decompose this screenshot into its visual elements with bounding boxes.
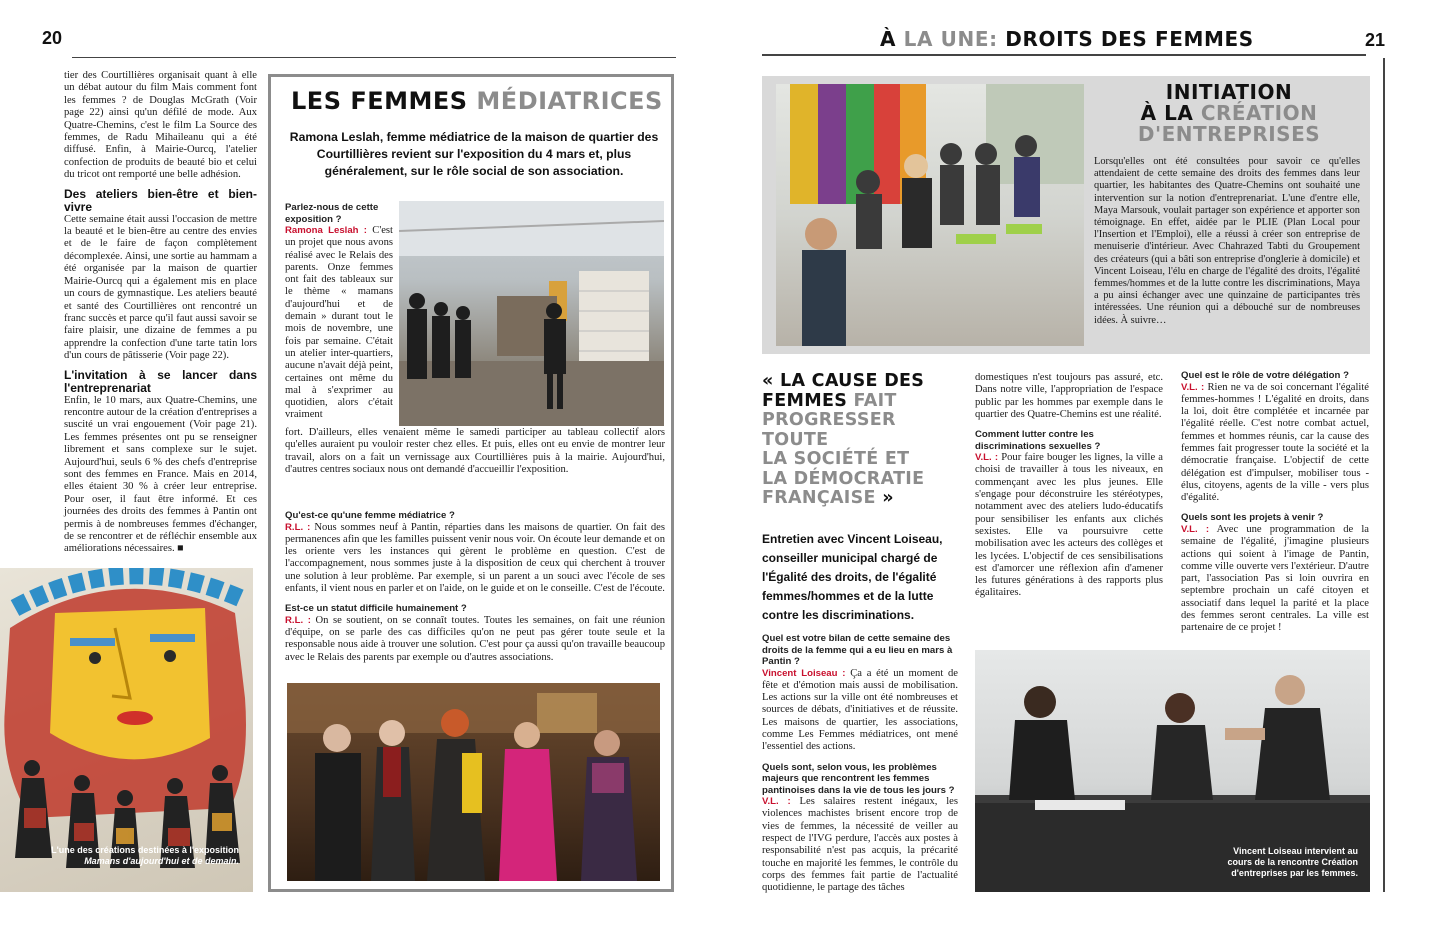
- artwork-photo: [0, 568, 253, 892]
- group-photo: [287, 683, 660, 881]
- header-prefix: À: [880, 27, 897, 51]
- initiation-title-l2a: À LA: [1140, 101, 1194, 125]
- cause-title-l6: LA DÉMOCRATIE: [762, 468, 925, 489]
- meeting-caption-l2-text: cours de la rencontre Création: [1227, 857, 1358, 867]
- cause-a4: [1181, 382, 1369, 505]
- header-rule-left: [72, 57, 676, 58]
- speaker-vincent: Vincent Loiseau :: [762, 667, 846, 679]
- mediatrices-a2-text: Nous sommes neuf à Pantin, réparties dans les maisons de quartier. On fait des permanences afin que les familles puissent venir nous voir. On écoute leur demande et on les oriente vers les instances qui gèrent le problème en question. C'est de l'accompagnement, nous sommes juste à la disposition de ceux qui cherchent à trouver une solution à leur problème. Par exemple, si un parent a un souci avec l'école de ses enfants, il vient nous en parler et on l'aide, on le guide et on le conseille. C'est de l'écoute.: [285, 521, 665, 594]
- cause-a3-text: Pour faire bouger les lignes, la ville a choisi de travailler à tous les niveaux, en commençant avec les plus jeunes. Elle s'engage pour déconstruire les stéréotypes, notamment avec des ateliers ludo-éducatifs pour sensibiliser les enfants aux clichés sexistes. Elle va poursuivre cette mobilisation avec les acteurs des collèges et les lycées. L'objectif de ces sensibilisations est d'amorcer une réflexion afin d'amener les futures générations à des rapports plus égalitaires.: [975, 452, 1163, 599]
- cause-title-l5: LA SOCIÉTÉ ET: [762, 449, 910, 469]
- group-scene: [287, 683, 660, 881]
- header-rule-right: [762, 54, 1366, 56]
- exhibition-scene: [399, 201, 664, 426]
- left-intro: tier des Courtillières organisait quant à elle un débat autour du film Mais comment font les femmes ? de Douglas McGrath (Voir page 22) ainsi qu'un défilé de mode. Aux Quatre-Chemins, c'est le film La Source des femmes, de Radu Mihaileanu qui a été diffusé. Enfin, à Mairie-Ourcq, l'atelier confection de produits de beauté bio et celui du tricot ont remporté une belle adhésion.: [64, 70, 257, 181]
- cause-a5: [1181, 524, 1369, 635]
- cause-lead: Entretien avec Vincent Loiseau, conseiller municipal chargé de l'Égalité des droits, de l'égalité femmes/hommes et de la lutte contre les discriminations.: [762, 532, 943, 622]
- initiation-title: [1094, 82, 1364, 145]
- cause-q5: Quels sont les projets à venir ?: [1181, 512, 1324, 524]
- cause-col2-cont: domestiques n'est toujours pas assuré, etc. Dans notre ville, l'appropriation de l'espace public par les hommes par exemple dans le quartier des Quatre-Chemins est une réalité.: [975, 372, 1163, 420]
- cause-title-l7a: FRANÇAISE: [762, 488, 876, 508]
- meeting-photo: [975, 650, 1370, 892]
- meeting-caption-l2: [1158, 857, 1358, 868]
- artwork-illustration: [0, 568, 253, 892]
- left-heading-1: Des ateliers bien-être et bien-vivre: [64, 186, 257, 214]
- workshop-photo: [776, 84, 1084, 346]
- cause-q2: Quels sont, selon vous, les problèmes majeurs que rencontrent les femmes pantinoises dans la vie de tous les jours ?: [762, 761, 955, 796]
- cause-title-l7b: »: [882, 488, 894, 508]
- mediatrices-q3: Est-ce un statut difficile humainement ?: [285, 603, 467, 615]
- cause-title: [762, 372, 972, 509]
- cause-title-l1: « LA CAUSE DES: [762, 371, 925, 391]
- mediatrices-a1-text: C'est un projet que nous avons réalisé avec le Relais des parents. Onze femmes ont fait des tableaux sur le thème « mamans d'aujourd'hui et de demain » durant tout le mois de novembre, une fois par semaine. C'était un atelier inter-quartiers, aucune n'avait déjà peint, certaines ont même du mal à s'exprimer au quotidien, alors c'était vraiment: [285, 225, 393, 421]
- mediatrices-a1-wide: fort. D'ailleurs, elles venaient même le samedi participer au tableau collectif alors qu'elles auraient pu vouloir rester chez elles. Et puis, elles ont eu envie de montrer leur travail, alors on a fait un vernissage aux Courtillières puis à la mairie. Aujourd'hui, d'autres centres sociaux nous ont demandé d'accueillir l'exposition.: [285, 427, 665, 475]
- workshop-scene: [776, 84, 1084, 346]
- mediatrices-box: [268, 74, 674, 892]
- mediatrices-q1-block: [285, 197, 393, 422]
- meeting-caption-l3: d'entreprises par les femmes.: [1231, 868, 1358, 878]
- speaker-vl: V.L. :: [975, 452, 999, 464]
- mediatrices-qa-2-3: [285, 505, 665, 664]
- cause-a3: [975, 452, 1163, 600]
- meeting-caption: [1158, 846, 1358, 879]
- initiation-title-l2b: CRÉATION: [1200, 101, 1318, 125]
- cause-q4: Quel est le rôle de votre délégation ?: [1181, 370, 1349, 381]
- initiation-text: Lorsqu'elles ont été consultées pour savoir ce qu'elles attendaient de cette semaine des droits des femmes dans leur quartier, les habitantes des Quatre-Chemins ont souhaité une intervention sur la notion d'entreprenariat. L'une d'entre elle, Maya Marsouk, voulait partager son expérience et apporter son témoignage. En effet, aidée par le PLIE (Plan Local pour l'Insertion et l'Emploi), elle a réussi à créer son entreprise de menuiserie d'intérieur. Avec Chahrazed Tabti du Groupement des créateurs (qui a bâti son entreprise d'onglerie à domicile) et Vincent Loiseau, l'élu en charge de l'égalité des droits, l'égalité femmes/hommes et de la lutte contre les discriminations, Maya a pu ainsi échanger avec une quinzaine de participantes très intéressées. Une réunion qui a débouché sur de nombreuses idées. À suivre…: [1094, 156, 1360, 326]
- cause-a4-text: Rien ne va de soi concernant l'égalité femmes-hommes ! L'égalité en droits, dans la loi, doit être complétée et incarnée par l'égalité réelle. C'est notre combat actuel, femmes et hommes réunis, car la cause des femmes fait progresser toute la société et la démocratie française. L'objectif de cette délégation est d'impulser, mobiliser tous - élus, citoyens, agents de la ville - vers plus d'égalité.: [1181, 381, 1370, 504]
- initiation-title-l2: [1094, 103, 1364, 124]
- page-number-right: 21: [1365, 30, 1386, 50]
- mediatrices-q2: Qu'est-ce qu'une femme médiatrice ?: [285, 510, 455, 521]
- cause-col1: [762, 628, 958, 894]
- artwork-caption-line2: Mamans d'aujourd'hui et de demain.: [84, 856, 239, 866]
- mediatrices-lead: Ramona Leslah, femme médiatrice de la maison de quartier des Courtillières revient sur l'exposition du 4 mars et, plus généralement, sur le rôle social de son association.: [289, 130, 659, 178]
- cause-a2: [762, 796, 958, 894]
- speaker-vl: V.L. :: [1181, 381, 1205, 393]
- artwork-caption: [19, 845, 239, 867]
- cause-title-l2b: FAIT: [853, 390, 897, 411]
- speaker-ramona: Ramona Leslah :: [285, 225, 367, 236]
- cause-title-l3: PROGRESSER: [762, 410, 896, 430]
- header-title: [880, 27, 1254, 51]
- header-highlight: LA UNE:: [903, 27, 998, 51]
- speaker-rl: R.L. :: [285, 614, 311, 626]
- header-rule-side: [1383, 58, 1385, 892]
- mediatrices-a3-text: On se soutient, on se connaît toutes. Toutes les semaines, on fait une réunion d'équipe, on se parle des cas difficiles qu'on ne peut pas gérer toute seule et la responsable nous aide à trouver une solution. C'est pour ça aussi qu'on travaille beaucoup avec le Relais des parents par exemple ou d'autres associations.: [285, 614, 665, 663]
- exhibition-photo: [399, 201, 664, 426]
- mediatrices-title: [291, 87, 663, 115]
- mediatrices-title-b: MÉDIATRICES: [476, 87, 663, 115]
- cause-a1-text: Ça a été un moment de fête et d'émotion mais aussi de mobilisation. Les actions sur la ville ont été nombreuses et sources de débats, d'initiatives et de réussite. Les maisons de quartier, les associations, comme Les Femmes médiatrices, ont mené l'essentiel des actions.: [762, 667, 958, 753]
- left-para-1: Cette semaine était aussi l'occasion de mettre la beauté et le bien-être au centre des envies et de le faire de façon complètement décomplexée. Ainsi, une sortie au hammam a été organisée par la maison de quartier Mairie-Ourcq qui a également mis en place un cours de gymnastique. Les ateliers beauté et santé des Courtillières ont rencontré un franc succès et parce qu'il faut aussi savoir se faire plaisir, une dizaine de femmes a pu apprendre la confection d'une tarte tatin lors d'un cours de pâtisserie (Voir page 22).: [64, 213, 257, 362]
- cause-col3: [1181, 370, 1369, 635]
- left-column: [64, 70, 257, 556]
- left-para-2: Enfin, le 10 mars, aux Quatre-Chemins, une rencontre autour de la création d'entreprises a suscité un vrai engouement (Voir page 21). Les femmes présentes ont pu se renseigner librement et sans complexe sur le sujet. Aujourd'hui, seuls 6 % des chefs d'entreprise sont des femmes en France. Mais en 2014, elles étaient 30 % à créer leur entreprise. Pour oser, il faut être informé. Et ces journées des droits des femmes à Pantin ont permis à de nombreuses femmes d'échanger, de se rencontrer et de réfléchir ensemble aux améliorations nécessaires. ■: [64, 394, 257, 555]
- mediatrices-q1: Parlez-nous de cette exposition ?: [285, 202, 379, 225]
- speaker-rl: R.L. :: [285, 521, 311, 533]
- cause-title-l2: [762, 392, 972, 412]
- cause-col2: [975, 372, 1163, 600]
- mediatrices-a2: [285, 522, 665, 596]
- cause-a5-text: Avec une programmation de la semaine de l'égalité, j'imagine plusieurs actions qui soient à l'image de Pantin, comme ville ouverte vers l'extérieur. D'autre part, l'association Pas si loin ouvrira en septembre prochain un café citoyen et associatif dans lequel la parité et la place des femmes seront centrales. La ville est partenaire de ce projet !: [1181, 523, 1369, 634]
- page-number-left: 20: [42, 28, 63, 48]
- cause-q3: Comment lutter contre les discriminations sexuelles ?: [975, 429, 1101, 452]
- initiation-title-l3: D'ENTREPRISES: [1137, 122, 1321, 146]
- mediatrices-a1-narrow: [285, 225, 393, 422]
- cause-title-l4: TOUTE: [762, 429, 829, 450]
- speaker-vl: V.L. :: [762, 796, 791, 808]
- speaker-vl: V.L. :: [1181, 523, 1210, 535]
- cause-a1: [762, 668, 958, 754]
- left-heading-2: L'invitation à se lancer dans l'entreprenariat: [64, 367, 257, 395]
- artwork-caption-line1: L'une des créations destinées à l'exposition: [51, 845, 239, 855]
- initiation-box: [762, 76, 1370, 354]
- meeting-caption-l1: Vincent Loiseau intervient au: [1233, 846, 1358, 856]
- initiation-title-l1: INITIATION: [1165, 80, 1293, 104]
- cause-title-l2a: FEMMES: [762, 390, 848, 411]
- header-topic: DROITS DES FEMMES: [1005, 27, 1254, 51]
- cause-q1: Quel est votre bilan de cette semaine des droits de la femme qui a eu lieu en mars à Pantin ?: [762, 633, 953, 667]
- mediatrices-a3: [285, 615, 665, 664]
- cause-a2-text: Les salaires restent inégaux, les violences machistes brisent encore trop de vies de femmes, la nécessité de veiller au respect de l'IVG perdure, l'accès aux postes à responsabilité n'est pas acquis, la précarité touche en majorité les femmes, le contrôle du corps des femmes fait partie de l'actualité quotidienne, le partage des tâches: [762, 796, 958, 894]
- mediatrices-title-a: LES FEMMES: [291, 87, 468, 115]
- cause-title-l7: [762, 489, 972, 509]
